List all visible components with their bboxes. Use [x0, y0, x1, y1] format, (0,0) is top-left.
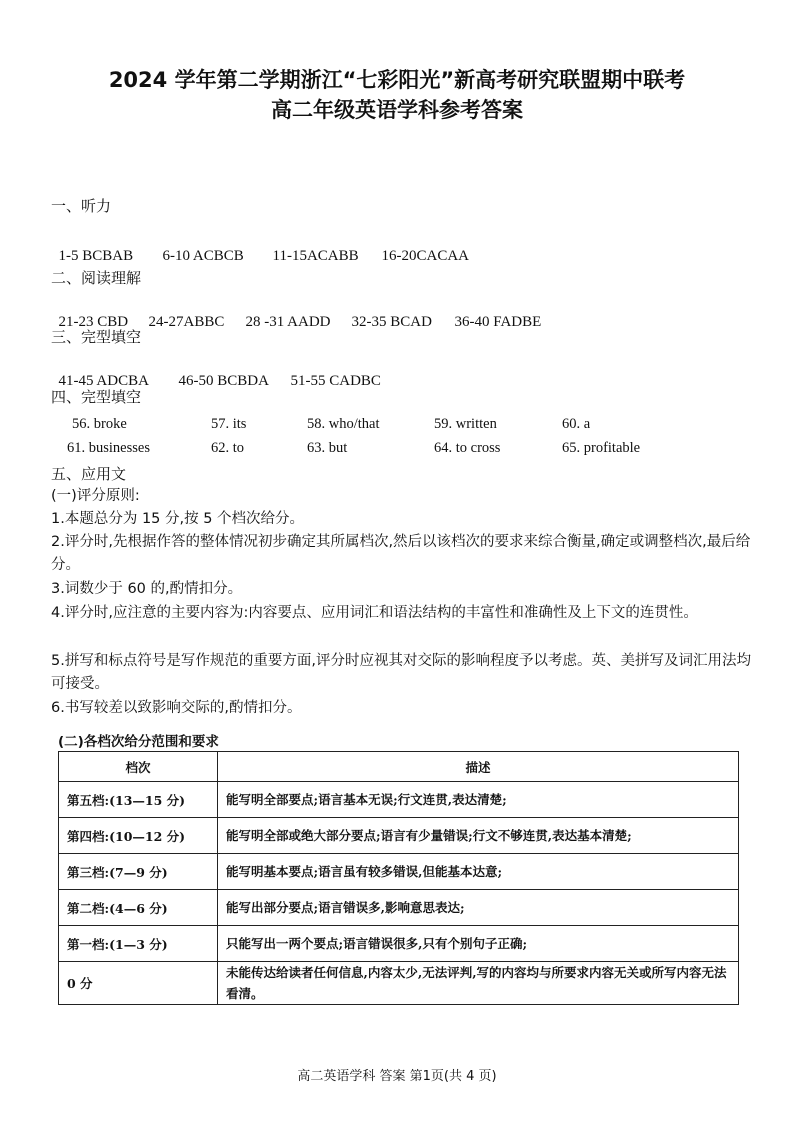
principle-item: 1.本题总分为 15 分,按 5 个档次给分。 — [51, 511, 305, 527]
section-grammar-heading: 四、完型填空 — [51, 388, 142, 406]
page-footer: 高二英语学科 答案 第1页(共 4 页) — [297, 1069, 497, 1084]
table-row — [59, 890, 739, 926]
table-row — [59, 962, 739, 1005]
description-cell: 能写明基本要点;语言虽有较多错误,但能基本达意; — [218, 854, 739, 890]
table-heading: (二)各档次给分范围和要求 — [58, 734, 219, 750]
fill-answer: 60. a — [562, 416, 591, 432]
table-row — [59, 782, 739, 818]
level-cell: 0 分 — [59, 962, 218, 1005]
table-row — [59, 818, 739, 854]
description-cell: 能写出部分要点;语言错误多,影响意思表达; — [218, 890, 739, 926]
fill-answer: 58. who/that — [307, 416, 380, 432]
fill-answer: 65. profitable — [562, 440, 641, 456]
section-cloze-heading: 三、完型填空 — [51, 328, 142, 346]
principle-item: 5.拼写和标点符号是写作规范的重要方面,评分时应视其对交际的影响程度予以考虑。英、美拼写及词汇用法均可接受。 — [51, 653, 751, 692]
answer-group: 51-55 CADBC — [290, 373, 381, 389]
scoring-table — [58, 751, 739, 1005]
table-header-row — [59, 752, 739, 782]
description-cell: 未能传达给读者任何信息,内容太少,无法评判,写的内容均与所要求内容无关或所写内容无法看清。 — [218, 962, 739, 1005]
section-writing-heading: 五、应用文 — [51, 465, 127, 483]
principle-item: 2.评分时,先根据作答的整体情况初步确定其所属档次,然后以该档次的要求来综合衡量,确定或调整档次,最后给分。 — [51, 534, 751, 573]
answer-group: 36-40 FADBE — [454, 314, 542, 330]
description-cell: 能写明全部要点;语言基本无误;行文连贯,表达清楚; — [218, 782, 739, 818]
section-listening-heading: 一、听力 — [51, 197, 112, 215]
principle-item: 6.书写较差以致影响交际的,酌情扣分。 — [51, 700, 302, 716]
column-header-level: 档次 — [59, 752, 218, 782]
level-cell: 第五档:(13—15 分) — [59, 782, 218, 818]
listening-answers — [51, 231, 469, 265]
answer-group: 28 -31 AADD — [245, 314, 331, 330]
level-cell: 第三档:(7—9 分) — [59, 854, 218, 890]
answer-group: 16-20CACAA — [381, 248, 470, 264]
level-cell: 第二档:(4—6 分) — [59, 890, 218, 926]
answer-group: 46-50 BCBDA — [178, 373, 269, 389]
fill-answer: 56. broke — [72, 416, 127, 432]
fill-answer: 59. written — [434, 416, 497, 432]
answer-group: 24-27ABBC — [148, 314, 225, 330]
cloze-answers — [51, 356, 381, 390]
description-cell: 只能写出一两个要点;语言错误很多,只有个别句子正确; — [218, 926, 739, 962]
fill-answer: 57. its — [211, 416, 247, 432]
fill-answer: 62. to — [211, 440, 245, 456]
answer-group: 6-10 ACBCB — [162, 248, 244, 264]
fill-answer: 63. but — [307, 440, 348, 456]
column-header-description: 描述 — [218, 752, 739, 782]
table-row — [59, 854, 739, 890]
page-subtitle: 高二年级英语学科参考答案 — [271, 98, 523, 122]
table-row — [59, 926, 739, 962]
answer-group: 21-23 CBD — [58, 314, 129, 330]
section-reading-heading: 二、阅读理解 — [51, 269, 142, 287]
page-title: 2024 学年第二学期浙江“七彩阳光”新高考研究联盟期中联考 — [108, 68, 686, 92]
answer-group: 11-15ACABB — [272, 248, 359, 264]
principles-heading: (一)评分原则: — [51, 488, 140, 504]
principle-item: 4.评分时,应注意的主要内容为:内容要点、应用词汇和语法结构的丰富性和准确性及上下文的连贯性。 — [51, 605, 698, 621]
fill-answer: 61. businesses — [67, 440, 150, 456]
answer-group: 1-5 BCBAB — [58, 248, 134, 264]
fill-answer: 64. to cross — [434, 440, 501, 456]
answer-group: 41-45 ADCBA — [58, 373, 149, 389]
principle-item: 3.词数少于 60 的,酌情扣分。 — [51, 581, 243, 597]
answer-group: 32-35 BCAD — [351, 314, 432, 330]
level-cell: 第一档:(1—3 分) — [59, 926, 218, 962]
level-cell: 第四档:(10—12 分) — [59, 818, 218, 854]
description-cell: 能写明全部或绝大部分要点;语言有少量错误;行文不够连贯,表达基本清楚; — [218, 818, 739, 854]
